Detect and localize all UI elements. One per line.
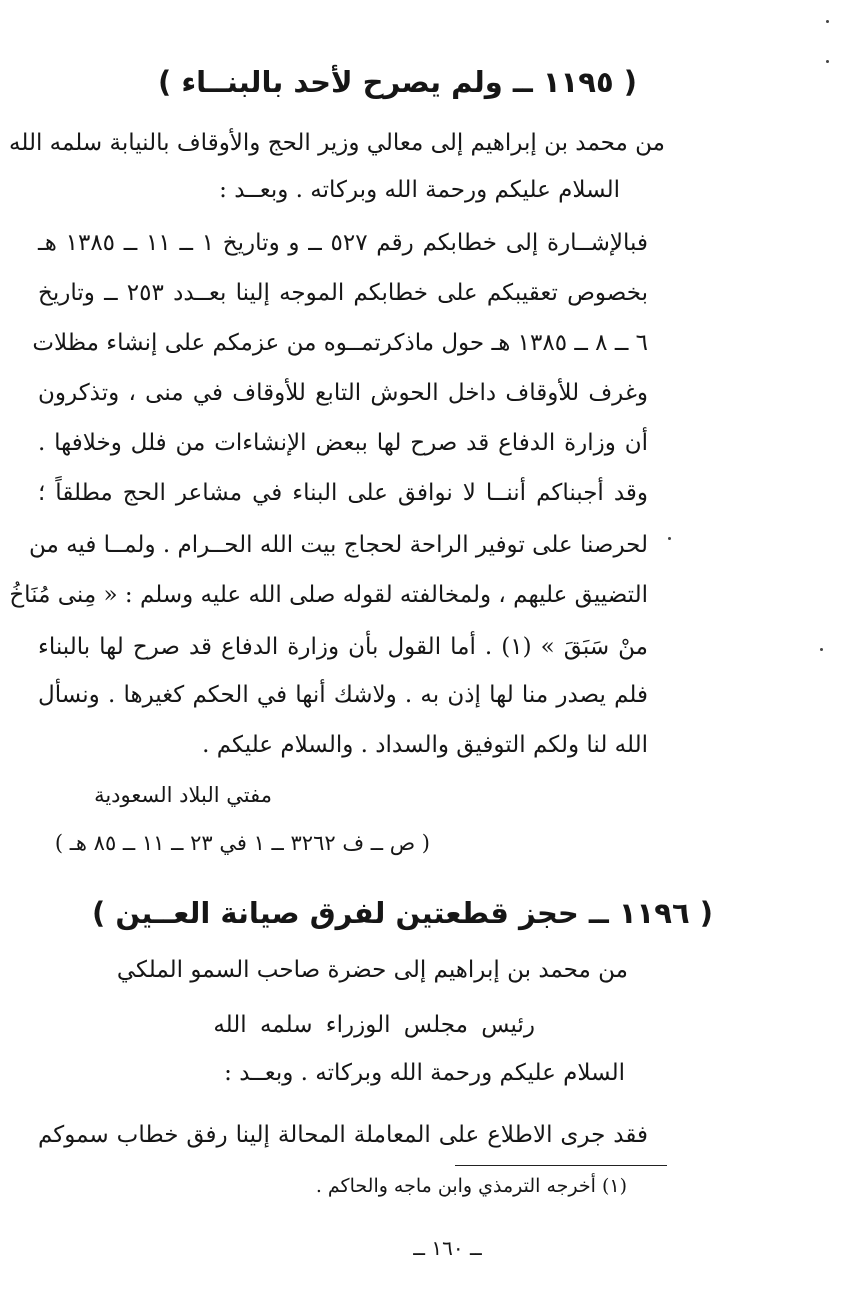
letter-1196-line-1: من محمد بن إبراهيم إلى حضرة صاحب السمو الملكي bbox=[116, 957, 628, 983]
scan-speck bbox=[820, 648, 823, 651]
letter-1196-line-4: فقد جرى الاطلاع على المعاملة المحالة إلينا رفق خطاب سموكم bbox=[38, 1122, 648, 1148]
letter-1195-line-3: فبالإشــارة إلى خطابكم رقم ٥٢٧ ــ و وتاريخ ١ ــ ١١ ــ ١٣٨٥ هـ bbox=[38, 230, 648, 256]
letter-1195-line-6: وغرف للأوقاف داخل الحوش التابع للأوقاف في منى ، وتذكرون bbox=[38, 380, 648, 406]
letter-1196-line-3: السلام عليكم ورحمة الله وبركاته . وبعــد : bbox=[224, 1060, 625, 1086]
letter-1195-line-5: ٦ ــ ٨ ــ ١٣٨٥ هـ حول ماذكرتمــوه من عزمكم على إنشاء مظلات bbox=[32, 330, 648, 356]
letter-1195-line-13: الله لنا ولكم التوفيق والسداد . والسلام عليكم . bbox=[202, 732, 648, 758]
letter-1195-line-9: لحرصنا على توفير الراحة لحجاج بيت الله الحــرام . ولمــا فيه من bbox=[28, 532, 648, 558]
reference-number: ( ص ــ ف ٣٢٦٢ ــ ١ في ٢٣ ــ ١١ ــ ٨٥ هـ ) bbox=[54, 831, 430, 855]
footnote: (١) أخرجه الترمذي وابن ماجه والحاكم . bbox=[315, 1175, 627, 1197]
letter-1196-line-2: رئيس مجلس الوزراء سلمه الله bbox=[213, 1012, 535, 1038]
scan-speck bbox=[826, 20, 829, 23]
footnote-divider bbox=[455, 1165, 667, 1166]
letter-1195-line-11: منْ سَبَقَ » (١) . أما القول بأن وزارة الدفاع قد صرح لها بالبناء bbox=[38, 634, 649, 660]
scan-speck bbox=[826, 60, 829, 63]
letter-1195-line-7: أن وزارة الدفاع قد صرح لها ببعض الإنشاءات من فلل وخلافها . bbox=[38, 430, 648, 456]
section-heading-1195: ( ١١٩٥ ــ ولم يصرح لأحد بالبنــاء ) bbox=[157, 65, 638, 99]
signature: مفتي البلاد السعودية bbox=[94, 783, 272, 807]
letter-1195-line-4: بخصوص تعقيبكم على خطابكم الموجه إلينا بعــدد ٢٥٣ ــ وتاريخ bbox=[38, 280, 648, 306]
scan-speck bbox=[668, 537, 671, 540]
page-number: ــ ١٦٠ ــ bbox=[413, 1236, 482, 1260]
letter-1195-line-2: السلام عليكم ورحمة الله وبركاته . وبعــد : bbox=[219, 177, 620, 203]
letter-1195-line-8: وقد أجبناكم أننــا لا نوافق على البناء في مشاعر الحج مطلقاً ؛ bbox=[38, 480, 648, 506]
letter-1195-line-10: التضييق عليهم ، ولمخالفته لقوله صلى الله عليه وسلم : « مِنى مُنَاخُ bbox=[9, 582, 648, 608]
section-heading-1196: ( ١١٩٦ ــ حجز قطعتين لفرق صيانة العــين ) bbox=[91, 896, 714, 930]
letter-1195-line-12: فلم يصدر منا لها إذن به . ولاشك أنها في الحكم كغيرها . ونسأل bbox=[38, 682, 648, 708]
